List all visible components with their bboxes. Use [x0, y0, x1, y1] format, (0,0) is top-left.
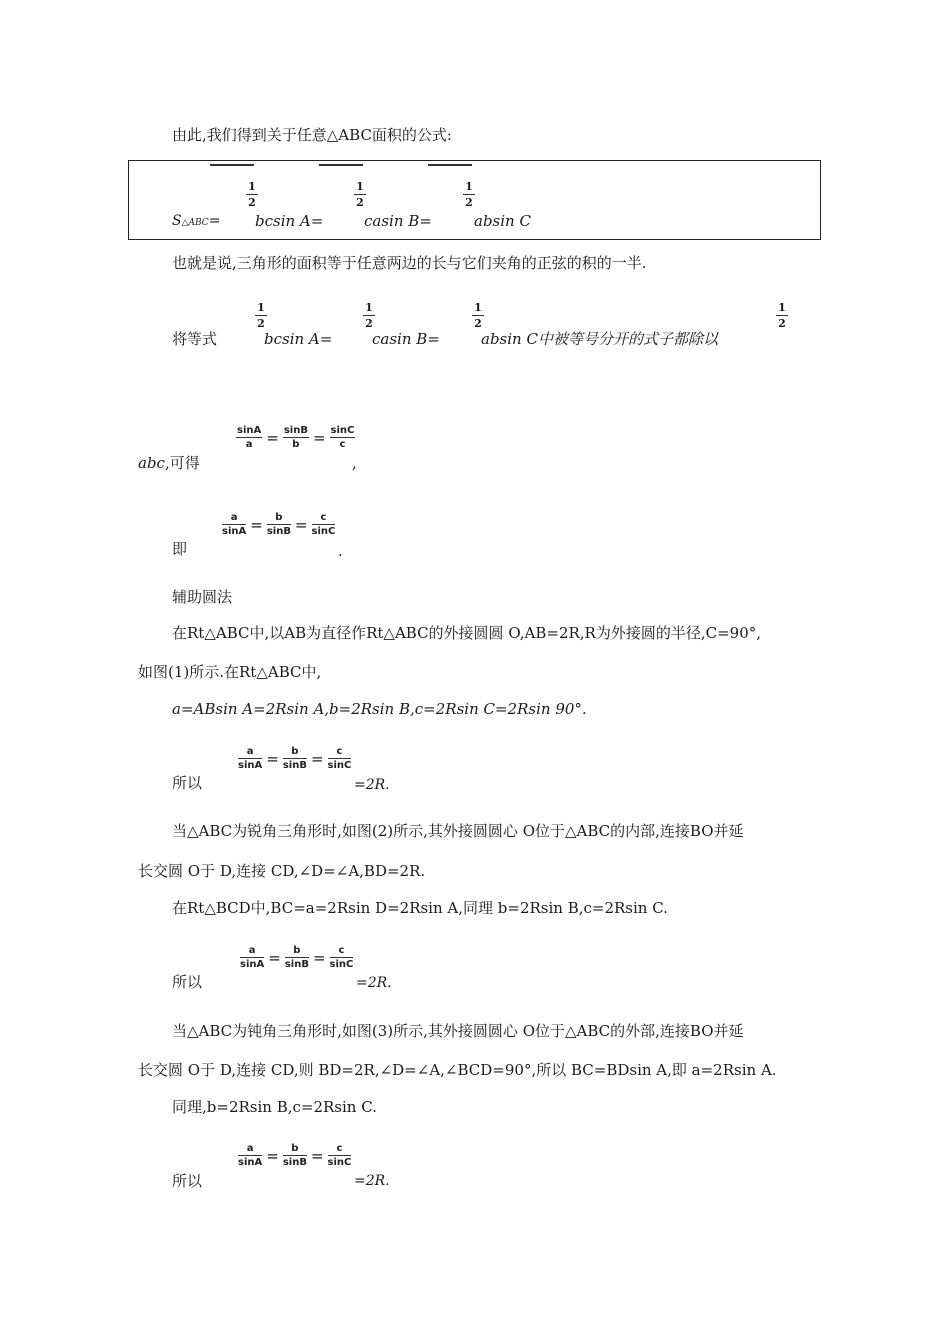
- formula-term-bc: bcsin A=: [255, 212, 324, 230]
- fraction-one-half: 1 2: [246, 181, 258, 208]
- right-triangle-line1: 在Rt△ABC中,以AB为直径作Rt△ABC的外接圆圆 O,AB=2R,R为外接圆的半径,C=90°,: [172, 624, 762, 642]
- intro-text: 由此,我们得到关于任意△ABC面积的公式:: [172, 126, 452, 144]
- obtuse-line1: 当△ABC为钝角三角形时,如图(3)所示,其外接圆圆心 O位于△ABC的外部,连接BO并延: [172, 1022, 744, 1040]
- fraction-one-half: 1 2: [363, 302, 375, 329]
- formula-term-ab: absin C: [474, 212, 531, 230]
- divide-term-ca: casin B=: [372, 330, 440, 348]
- equals-2r: =2R.: [354, 1173, 390, 1189]
- fraction: $\frac{\sin A}{a}$: [237, 425, 262, 450]
- section-heading: 辅助圆法: [172, 588, 233, 606]
- fraction-one-half: 1 2: [472, 302, 484, 329]
- suoyi-label: 所以: [172, 774, 203, 792]
- equals-2r: =2R.: [354, 777, 390, 793]
- formula-term-ca: casin B=: [364, 212, 432, 230]
- fraction-one-half: 1 2: [776, 302, 788, 329]
- formula-decoration-bar: [319, 164, 363, 166]
- fraction: $\frac{b}{\sin B}$: [266, 512, 291, 537]
- law-of-sines-equation: $\frac{a}{\sin A}$ = $\frac{b}{\sin B}$ = $\frac{c}{\sin C}$: [222, 512, 336, 537]
- fraction: $\frac{a}{\sin A}$: [238, 746, 263, 771]
- fraction-one-half: 1 2: [463, 181, 475, 208]
- fraction: $\frac{b}{\sin B}$: [284, 945, 309, 970]
- fraction: $\frac{c}{\sin C}$: [327, 1143, 352, 1168]
- divide-prefix: 将等式: [172, 330, 218, 348]
- comma: ,: [352, 454, 357, 472]
- fraction: $\frac{\sin C}{c}$: [330, 425, 355, 450]
- fraction: $\frac{a}{\sin A}$: [238, 1143, 263, 1168]
- acute-line1: 当△ABC为锐角三角形时,如图(2)所示,其外接圆圆心 O位于△ABC的内部,连接BO并延: [172, 822, 744, 840]
- abc-result-text: abc,可得: [138, 454, 200, 472]
- fraction: $\frac{c}{\sin C}$: [329, 945, 354, 970]
- area-sentence: 也就是说,三角形的面积等于任意两边的长与它们夹角的正弦的积的一半.: [172, 254, 647, 272]
- fraction-one-half: 1 2: [255, 302, 267, 329]
- fraction-one-half: 1 2: [354, 181, 366, 208]
- fraction: $\frac{\sin B}{b}$: [283, 425, 308, 450]
- law-of-sines-equation: $\frac{a}{\sin A}$ = $\frac{b}{\sin B}$ = $\frac{c}{\sin C}$: [238, 746, 352, 771]
- obtuse-line2: 长交圆 O于 D,连接 CD,则 BD=2R,∠D=∠A,∠BCD=90°,所以 BC=BDsin A,即 a=2Rsin A.: [138, 1061, 777, 1079]
- formula-decoration-bar: [210, 164, 254, 166]
- obtuse-line3: 同理,b=2Rsin B,c=2Rsin C.: [172, 1098, 377, 1116]
- divide-term-ab: absin C中被等号分开的式子都除以: [481, 330, 718, 348]
- sine-ratio-equation: $\frac{\sin A}{a}$ = $\frac{\sin B}{b}$ = $\frac{\sin C}{c}$: [237, 425, 355, 450]
- area-symbol: S△ABC=: [172, 213, 221, 229]
- fraction: $\frac{b}{\sin B}$: [282, 1143, 307, 1168]
- right-triangle-line3: a=ABsin A=2Rsin A,b=2Rsin B,c=2Rsin C=2Rsin 90°.: [172, 700, 587, 718]
- ji-label: 即: [172, 540, 188, 558]
- formula-decoration-bar: [428, 164, 472, 166]
- right-triangle-line2: 如图(1)所示.在Rt△ABC中,: [138, 663, 322, 681]
- suoyi-label: 所以: [172, 1172, 203, 1190]
- acute-line2: 长交圆 O于 D,连接 CD,∠D=∠A,BD=2R.: [138, 862, 426, 880]
- fraction: $\frac{b}{\sin B}$: [282, 746, 307, 771]
- divide-term-bc: bcsin A=: [264, 330, 333, 348]
- law-of-sines-equation: $\frac{a}{\sin A}$ = $\frac{b}{\sin B}$ = $\frac{c}{\sin C}$: [238, 1143, 352, 1168]
- fraction: $\frac{a}{\sin A}$: [222, 512, 247, 537]
- equals-2r: =2R.: [356, 975, 392, 991]
- fraction: $\frac{c}{\sin C}$: [327, 746, 352, 771]
- suoyi-label: 所以: [172, 973, 203, 991]
- period: .: [338, 542, 343, 560]
- law-of-sines-equation: $\frac{a}{\sin A}$ = $\frac{b}{\sin B}$ = $\frac{c}{\sin C}$: [240, 945, 354, 970]
- fraction: $\frac{c}{\sin C}$: [311, 512, 336, 537]
- acute-line3: 在Rt△BCD中,BC=a=2Rsin D=2Rsin A,同理 b=2Rsin B,c=2Rsin C.: [172, 899, 668, 917]
- fraction: $\frac{a}{\sin A}$: [240, 945, 265, 970]
